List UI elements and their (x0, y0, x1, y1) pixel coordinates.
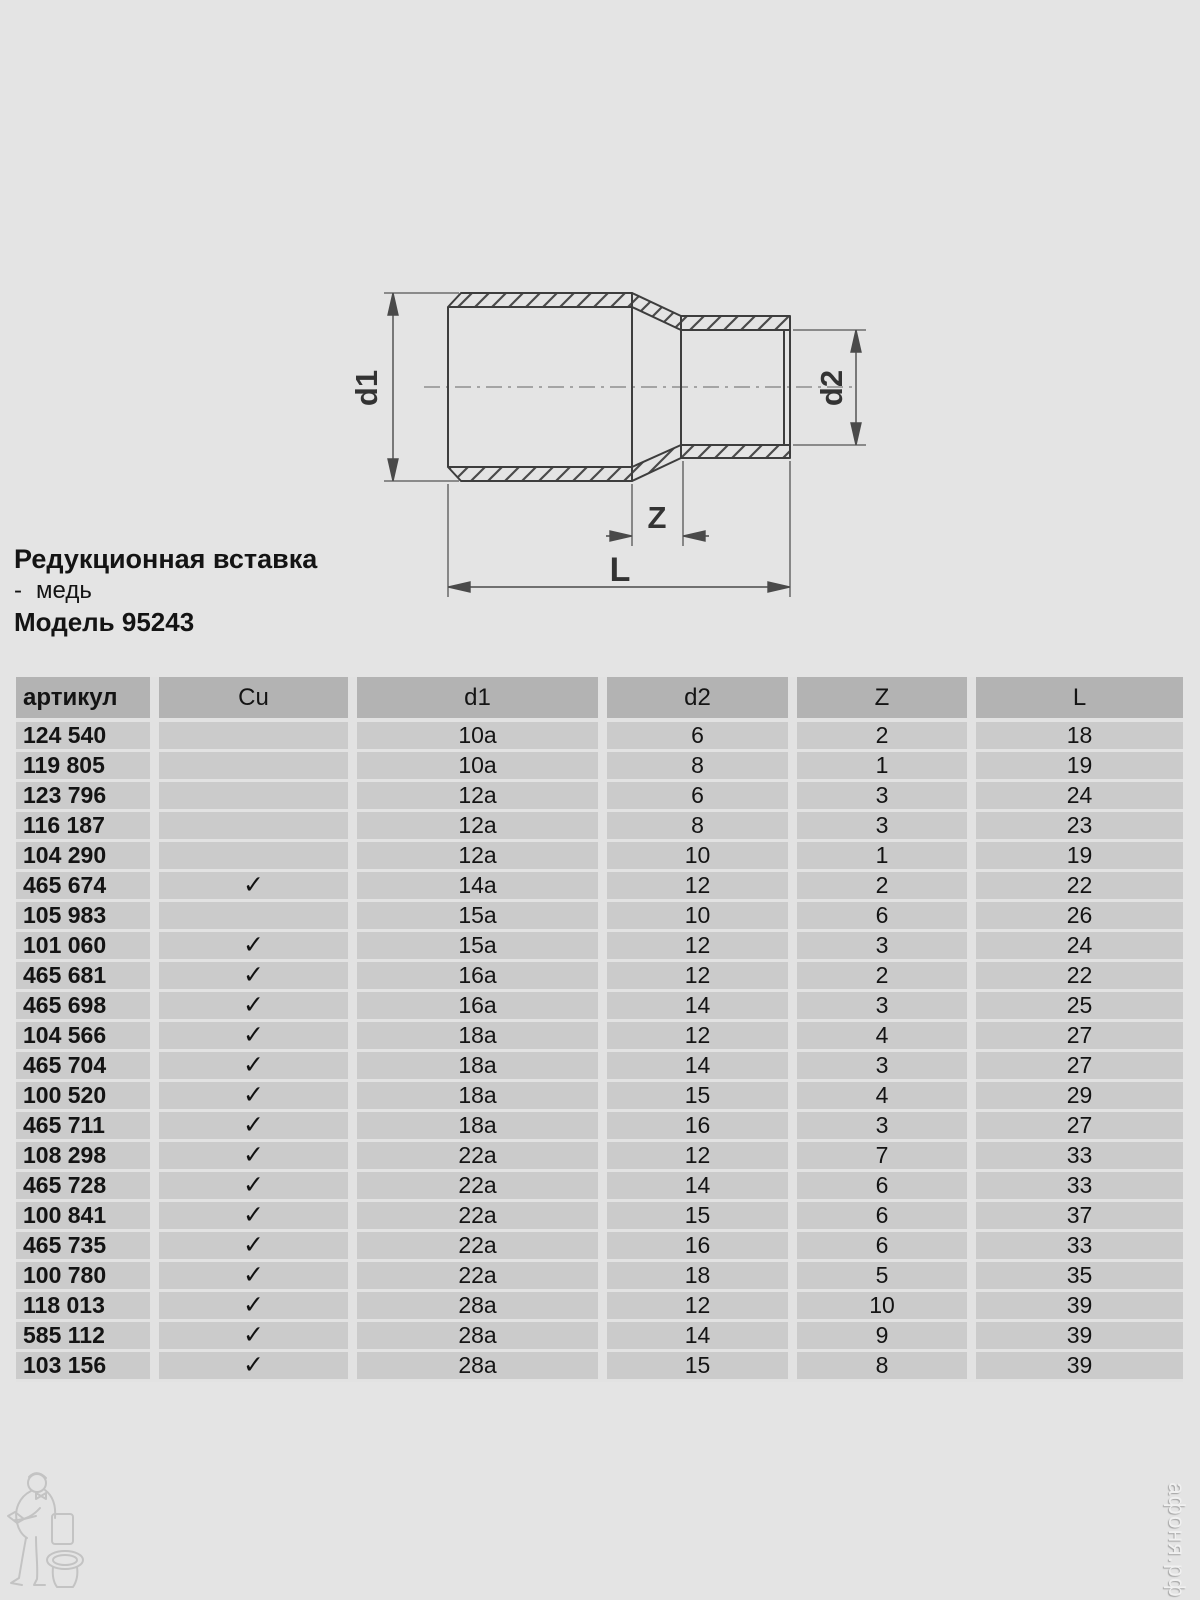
cell-d1: 18a (357, 1082, 607, 1112)
cell-z: 6 (797, 902, 976, 932)
product-material-line (14, 577, 317, 605)
plumber-leg-left (11, 1538, 26, 1585)
table-row (16, 992, 1183, 1022)
cell-d1: 22a (357, 1262, 607, 1292)
cell-d1: 12a (357, 782, 607, 812)
cell-cu (159, 782, 357, 812)
cell-art: 100 520 (16, 1082, 159, 1112)
cell-z: 4 (797, 1022, 976, 1052)
cell-l: 22 (976, 872, 1183, 902)
cell-d1: 18a (357, 1052, 607, 1082)
cell-d1: 16a (357, 962, 607, 992)
cell-z: 3 (797, 992, 976, 1022)
table-row (16, 1022, 1183, 1052)
cell-cu: ✓ (159, 1322, 357, 1352)
cell-l: 22 (976, 962, 1183, 992)
table-row (16, 1142, 1183, 1172)
cell-l: 27 (976, 1052, 1183, 1082)
cell-z: 8 (797, 1352, 976, 1382)
cell-art: 104 290 (16, 842, 159, 872)
cell-z: 3 (797, 1112, 976, 1142)
cell-d1: 16a (357, 992, 607, 1022)
cell-l: 37 (976, 1202, 1183, 1232)
cell-d1: 10a (357, 752, 607, 782)
table-row (16, 782, 1183, 812)
cell-art: 101 060 (16, 932, 159, 962)
spec-table-header (16, 677, 1183, 722)
cell-d1: 18a (357, 1022, 607, 1052)
cell-l: 29 (976, 1082, 1183, 1112)
table-row (16, 932, 1183, 962)
col-header-d1: d1 (357, 677, 607, 722)
cell-d1: 12a (357, 842, 607, 872)
cell-l: 24 (976, 932, 1183, 962)
cell-d1: 12a (357, 812, 607, 842)
table-row (16, 722, 1183, 752)
product-model: Модель 95243 (14, 607, 195, 637)
cell-d2: 15 (607, 1352, 797, 1382)
cell-z: 1 (797, 842, 976, 872)
col-header-artikul: артикул (16, 677, 159, 722)
product-title: Редукционная вставка (14, 544, 318, 574)
cell-z: 2 (797, 872, 976, 902)
cell-l: 39 (976, 1292, 1183, 1322)
cell-art: 465 698 (16, 992, 159, 1022)
cell-d2: 6 (607, 782, 797, 812)
cell-z: 2 (797, 962, 976, 992)
plumber-logo (6, 1466, 98, 1594)
cell-cu: ✓ (159, 1232, 357, 1262)
cell-l: 19 (976, 752, 1183, 782)
cell-d1: 28a (357, 1292, 607, 1322)
cell-d2: 14 (607, 992, 797, 1022)
cell-cu: ✓ (159, 1292, 357, 1322)
plumber-bowtie (36, 1493, 46, 1499)
dim-label-z: Z (647, 500, 667, 535)
cell-cu: ✓ (159, 1352, 357, 1382)
cell-d1: 22a (357, 1172, 607, 1202)
product-material: медь (36, 577, 92, 604)
cell-z: 5 (797, 1262, 976, 1292)
cell-d1: 14a (357, 872, 607, 902)
cell-d2: 16 (607, 1112, 797, 1142)
cell-z: 2 (797, 722, 976, 752)
cell-art: 118 013 (16, 1292, 159, 1322)
table-row (16, 842, 1183, 872)
cell-l: 27 (976, 1022, 1183, 1052)
table-row (16, 1292, 1183, 1322)
cell-d1: 15a (357, 902, 607, 932)
cell-d1: 10a (357, 722, 607, 752)
cell-d2: 12 (607, 872, 797, 902)
cell-l: 27 (976, 1112, 1183, 1142)
cell-cu (159, 752, 357, 782)
cell-d1: 28a (357, 1322, 607, 1352)
cell-z: 6 (797, 1202, 976, 1232)
cell-l: 23 (976, 812, 1183, 842)
cell-d1: 22a (357, 1142, 607, 1172)
cell-l: 33 (976, 1142, 1183, 1172)
cell-d2: 8 (607, 752, 797, 782)
cell-art: 465 728 (16, 1172, 159, 1202)
cell-l: 26 (976, 902, 1183, 932)
cell-cu: ✓ (159, 1022, 357, 1052)
cell-d2: 12 (607, 932, 797, 962)
table-row (16, 812, 1183, 842)
cell-art: 585 112 (16, 1322, 159, 1352)
cell-l: 39 (976, 1352, 1183, 1382)
col-header-z: Z (797, 677, 976, 722)
cell-d2: 16 (607, 1232, 797, 1262)
cell-art: 465 704 (16, 1052, 159, 1082)
cell-d2: 14 (607, 1172, 797, 1202)
cell-z: 7 (797, 1142, 976, 1172)
spec-table-body (16, 722, 1183, 1382)
plumber-wrench (8, 1512, 36, 1523)
cell-d2: 8 (607, 812, 797, 842)
cell-art: 465 674 (16, 872, 159, 902)
cell-z: 9 (797, 1322, 976, 1352)
table-row (16, 1202, 1183, 1232)
table-row (16, 1262, 1183, 1292)
cell-l: 18 (976, 722, 1183, 752)
cell-d2: 12 (607, 1292, 797, 1322)
cell-z: 6 (797, 1172, 976, 1202)
cell-l: 25 (976, 992, 1183, 1022)
cell-l: 33 (976, 1232, 1183, 1262)
table-row (16, 1052, 1183, 1082)
cell-z: 1 (797, 752, 976, 782)
table-row (16, 1322, 1183, 1352)
cell-cu: ✓ (159, 1112, 357, 1142)
cell-art: 465 711 (16, 1112, 159, 1142)
col-header-d2: d2 (607, 677, 797, 722)
cell-art: 100 780 (16, 1262, 159, 1292)
cell-d2: 14 (607, 1322, 797, 1352)
material-dash: - (14, 577, 22, 604)
cell-cu: ✓ (159, 872, 357, 902)
cell-cu: ✓ (159, 962, 357, 992)
cell-cu: ✓ (159, 1262, 357, 1292)
table-row (16, 1112, 1183, 1142)
cell-d2: 10 (607, 842, 797, 872)
cell-cu: ✓ (159, 1052, 357, 1082)
cell-d2: 12 (607, 962, 797, 992)
cell-l: 35 (976, 1262, 1183, 1292)
cell-art: 108 298 (16, 1142, 159, 1172)
cell-l: 24 (976, 782, 1183, 812)
toilet-bowl (53, 1555, 77, 1565)
table-row (16, 1232, 1183, 1262)
cell-art: 105 983 (16, 902, 159, 932)
dim-label-d1: d1 (349, 369, 385, 407)
technical-drawing (330, 260, 890, 610)
cell-art: 103 156 (16, 1352, 159, 1382)
plumber-leg-right (34, 1537, 45, 1585)
cell-art: 124 540 (16, 722, 159, 752)
table-row (16, 872, 1183, 902)
cell-cu: ✓ (159, 932, 357, 962)
spec-table (16, 677, 1183, 1382)
cell-cu: ✓ (159, 1172, 357, 1202)
cell-d1: 22a (357, 1232, 607, 1262)
cell-d1: 15a (357, 932, 607, 962)
table-row (16, 1172, 1183, 1202)
table-row (16, 1352, 1183, 1382)
cell-cu: ✓ (159, 1202, 357, 1232)
cell-art: 465 681 (16, 962, 159, 992)
cell-z: 3 (797, 932, 976, 962)
table-row (16, 962, 1183, 992)
cell-d2: 12 (607, 1142, 797, 1172)
cell-z: 3 (797, 1052, 976, 1082)
cell-d2: 14 (607, 1052, 797, 1082)
toilet-base (53, 1567, 78, 1587)
cell-d2: 12 (607, 1022, 797, 1052)
cell-cu: ✓ (159, 992, 357, 1022)
title-block (14, 544, 317, 637)
cell-cu: ✓ (159, 1142, 357, 1172)
header-row (16, 677, 1183, 722)
col-header-l: L (976, 677, 1183, 722)
dim-label-l: L (609, 551, 631, 589)
cell-d2: 18 (607, 1262, 797, 1292)
cell-art: 116 187 (16, 812, 159, 842)
cell-art: 100 841 (16, 1202, 159, 1232)
cell-cu (159, 902, 357, 932)
cell-z: 4 (797, 1082, 976, 1112)
cell-z: 3 (797, 812, 976, 842)
cell-d1: 18a (357, 1112, 607, 1142)
cell-cu (159, 812, 357, 842)
table-row (16, 902, 1183, 932)
cell-art: 119 805 (16, 752, 159, 782)
table-row (16, 752, 1183, 782)
dim-label-d2: d2 (814, 369, 850, 407)
cell-z: 10 (797, 1292, 976, 1322)
cell-art: 123 796 (16, 782, 159, 812)
col-header-cu: Cu (159, 677, 357, 722)
cell-art: 104 566 (16, 1022, 159, 1052)
cell-art: 465 735 (16, 1232, 159, 1262)
cell-z: 6 (797, 1232, 976, 1262)
cell-cu (159, 722, 357, 752)
cell-d2: 15 (607, 1202, 797, 1232)
cell-l: 39 (976, 1322, 1183, 1352)
cell-l: 33 (976, 1172, 1183, 1202)
cell-d2: 15 (607, 1082, 797, 1112)
cell-l: 19 (976, 842, 1183, 872)
cell-d2: 6 (607, 722, 797, 752)
cell-d1: 22a (357, 1202, 607, 1232)
cell-cu: ✓ (159, 1082, 357, 1112)
table-row (16, 1082, 1183, 1112)
cell-cu (159, 842, 357, 872)
cell-z: 3 (797, 782, 976, 812)
site-watermark-text: афоня.рф (1164, 1482, 1190, 1598)
cell-d1: 28a (357, 1352, 607, 1382)
cell-d2: 10 (607, 902, 797, 932)
